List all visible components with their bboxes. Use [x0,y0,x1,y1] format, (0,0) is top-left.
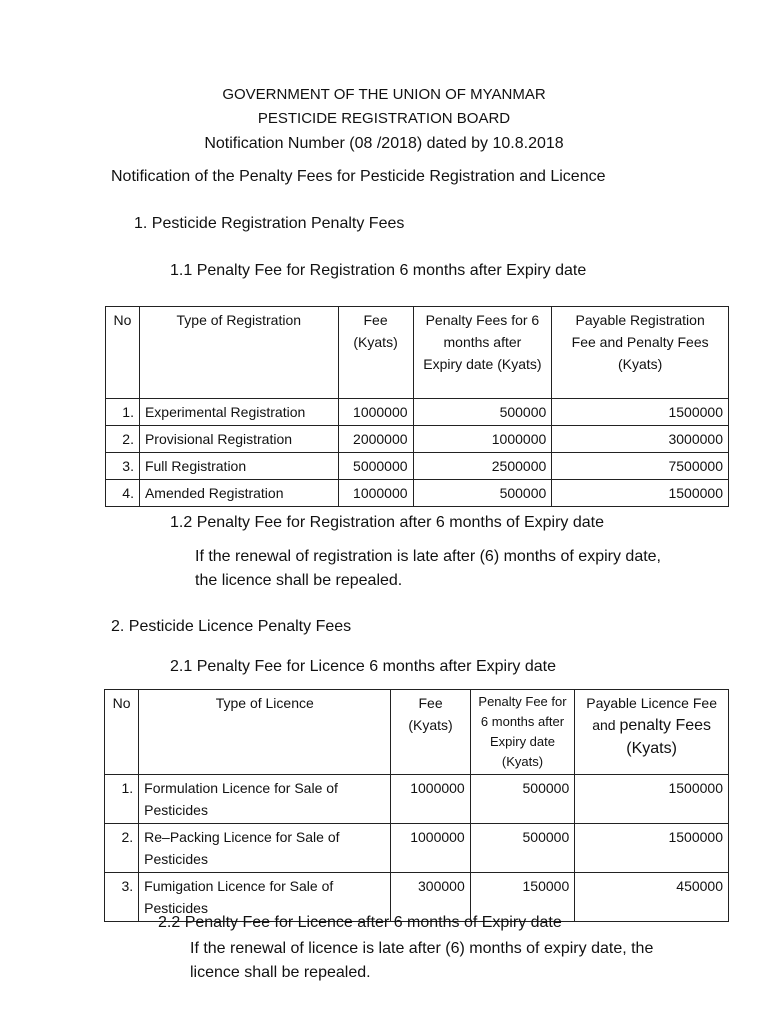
col-payable-header: Payable Licence Fee and penalty Fees (Kyats) [575,690,729,775]
col-fee-header: Fee (Kyats) [338,307,413,399]
licence-penalty-table [104,689,729,922]
col-payable-header: Payable Registration Fee and Penalty Fees (Kyats) [552,307,729,399]
col-type-header: Type of Licence [139,690,391,775]
section2-1-heading: 2.1 Penalty Fee for Licence 6 months after Expiry date [170,658,556,675]
header-board: PESTICIDE REGISTRATION BOARD [257,110,511,127]
col-fee-header: Fee (Kyats) [391,690,470,775]
table-header-row [106,307,729,399]
header-notification-number: Notification Number (08 /2018) dated by 10.8.2018 [204,135,564,152]
col-penalty-header: Penalty Fees for 6 months after Expiry date (Kyats) [413,307,552,399]
section1-heading: 1. Pesticide Registration Penalty Fees [134,215,405,232]
section1-2-text-line2: the licence shall be repealed. [195,572,403,589]
table-row: 2. Provisional Registration 2000000 1000000 3000000 [106,426,729,453]
col-penalty-header: Penalty Fee for 6 months after Expiry date (Kyats) [470,690,575,775]
table-row: 1. Formulation Licence for Sale of Pesticides 1000000 500000 1500000 [105,775,729,824]
table-row: 2. Re–Packing Licence for Sale of Pesticides 1000000 500000 1500000 [105,824,729,873]
table-row: 3. Full Registration 5000000 2500000 7500000 [106,453,729,480]
section2-2-heading: 2.2 Penalty Fee for Licence after 6 months of Expiry date [158,914,562,931]
col-type-header: Type of Registration [139,307,338,399]
section1-2-heading: 1.2 Penalty Fee for Registration after 6 months of Expiry date [170,514,604,531]
section1-2-text-line1: If the renewal of registration is late after (6) months of expiry date, [195,548,661,565]
table-header-row [105,690,729,775]
col-no-header: No [105,690,139,775]
table-row: 3. Fumigation Licence for Sale of Pesticides 300000 150000 450000 [105,873,729,922]
section2-2-text-line2: licence shall be repealed. [190,964,371,981]
registration-penalty-table [105,306,729,507]
section2-heading: 2. Pesticide Licence Penalty Fees [111,618,352,635]
section1-1-heading: 1.1 Penalty Fee for Registration 6 months after Expiry date [170,262,587,279]
document-title: Notification of the Penalty Fees for Pesticide Registration and Licence [111,168,606,185]
col-no-header: No [106,307,140,399]
section2-2-text-line1: If the renewal of licence is late after (6) months of expiry date, the [190,940,654,957]
table-row: 1. Experimental Registration 1000000 500000 1500000 [106,399,729,426]
header-government: GOVERNMENT OF THE UNION OF MYANMAR [222,86,546,103]
table-row: 4. Amended Registration 1000000 500000 1500000 [106,480,729,507]
